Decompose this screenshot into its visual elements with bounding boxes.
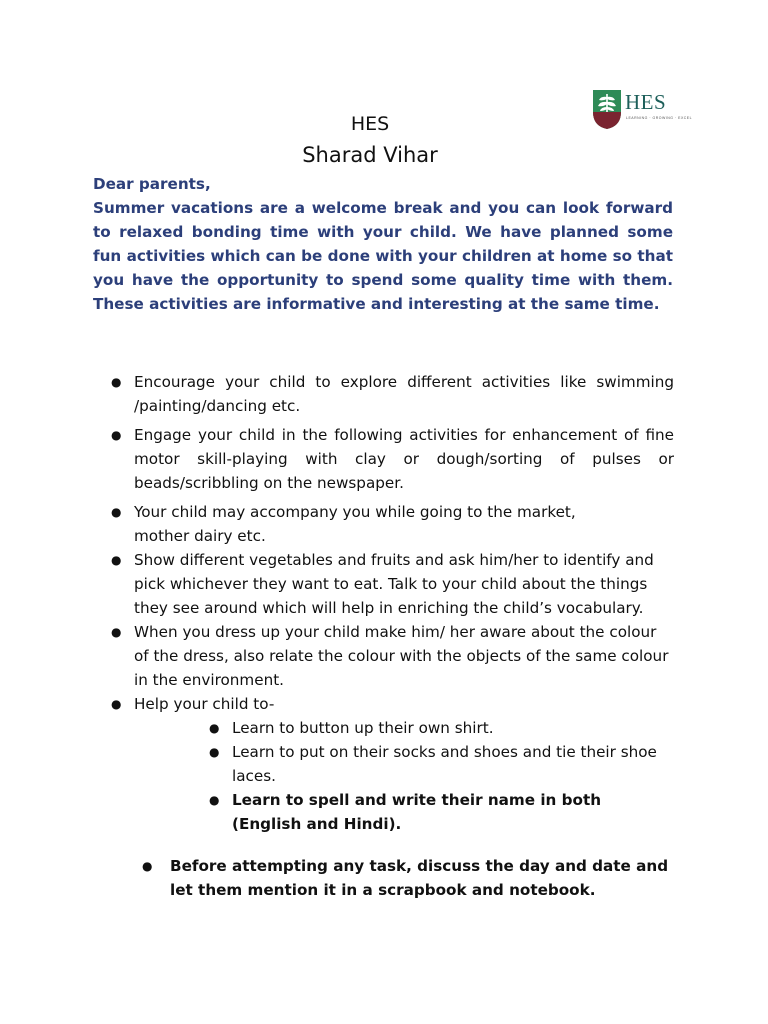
bullet-icon: ● bbox=[209, 721, 220, 735]
page-subtitle: Sharad Vihar bbox=[302, 143, 438, 167]
bullet-icon: ● bbox=[111, 428, 122, 442]
logo-tagline: LEARNING · GROWING · EXCEL bbox=[626, 116, 693, 120]
list-item-text: Your child may accompany you while going to the market, mother dairy etc. bbox=[134, 503, 576, 545]
sub-list-item-text: Learn to spell and write their name in both (English and Hindi). bbox=[232, 791, 602, 833]
bullet-icon: ● bbox=[111, 375, 122, 389]
sub-list-item-text: Learn to button up their own shirt. bbox=[232, 719, 494, 737]
list-item bbox=[110, 370, 674, 418]
intro-section bbox=[93, 172, 673, 316]
activity-list bbox=[110, 370, 674, 836]
bullet-icon: ● bbox=[111, 505, 122, 519]
bullet-icon: ● bbox=[111, 697, 122, 711]
list-item-text: Encourage your child to explore different activities like swimming /painting/dancing etc. bbox=[134, 373, 674, 415]
sub-list-item bbox=[208, 740, 674, 788]
list-item bbox=[110, 620, 674, 692]
bullet-icon: ● bbox=[209, 793, 220, 807]
bullet-icon: ● bbox=[111, 625, 122, 639]
page-title: HES bbox=[350, 113, 390, 135]
intro-paragraph: Summer vacations are a welcome break and you can look forward to relaxed bonding time with your child. We have planned some fun activities which can be done with your children at home so that you have the opportunity to spend some quality time with them. These activities are informative and interesting at the same time. bbox=[93, 199, 673, 313]
final-list-item-text: Before attempting any task, discuss the day and date and let them mention it in a scrapbook and notebook. bbox=[170, 857, 669, 899]
list-item bbox=[110, 548, 674, 620]
list-item-text: When you dress up your child make him/ her aware about the colour of the dress, also relate the colour with the objects of the same colour in the environment. bbox=[134, 623, 669, 689]
list-item-text: Engage your child in the following activities for enhancement of fine motor skill-playing with clay or dough/sorting of pulses or beads/scribbling on the newspaper. bbox=[134, 426, 674, 492]
list-item bbox=[110, 423, 674, 495]
final-list-item bbox=[142, 854, 690, 902]
sub-list-item bbox=[208, 716, 674, 740]
sub-list-item bbox=[208, 788, 674, 836]
list-item bbox=[110, 692, 674, 836]
bullet-icon: ● bbox=[111, 553, 122, 567]
bullet-icon: ● bbox=[209, 745, 220, 759]
logo-text: HES bbox=[625, 90, 667, 114]
list-item-text: Show different vegetables and fruits and ask him/her to identify and pick whichever they want to eat. Talk to your child about the things they see around which will help in enriching the child’s vocabulary. bbox=[134, 551, 654, 617]
greeting: Dear parents, bbox=[93, 175, 211, 193]
list-item bbox=[110, 500, 674, 548]
sub-list-item-text: Learn to put on their socks and shoes and tie their shoe laces. bbox=[232, 743, 657, 785]
bullet-icon: ● bbox=[142, 859, 153, 873]
list-item-text: Help your child to- bbox=[134, 695, 275, 713]
sub-list bbox=[208, 716, 674, 836]
